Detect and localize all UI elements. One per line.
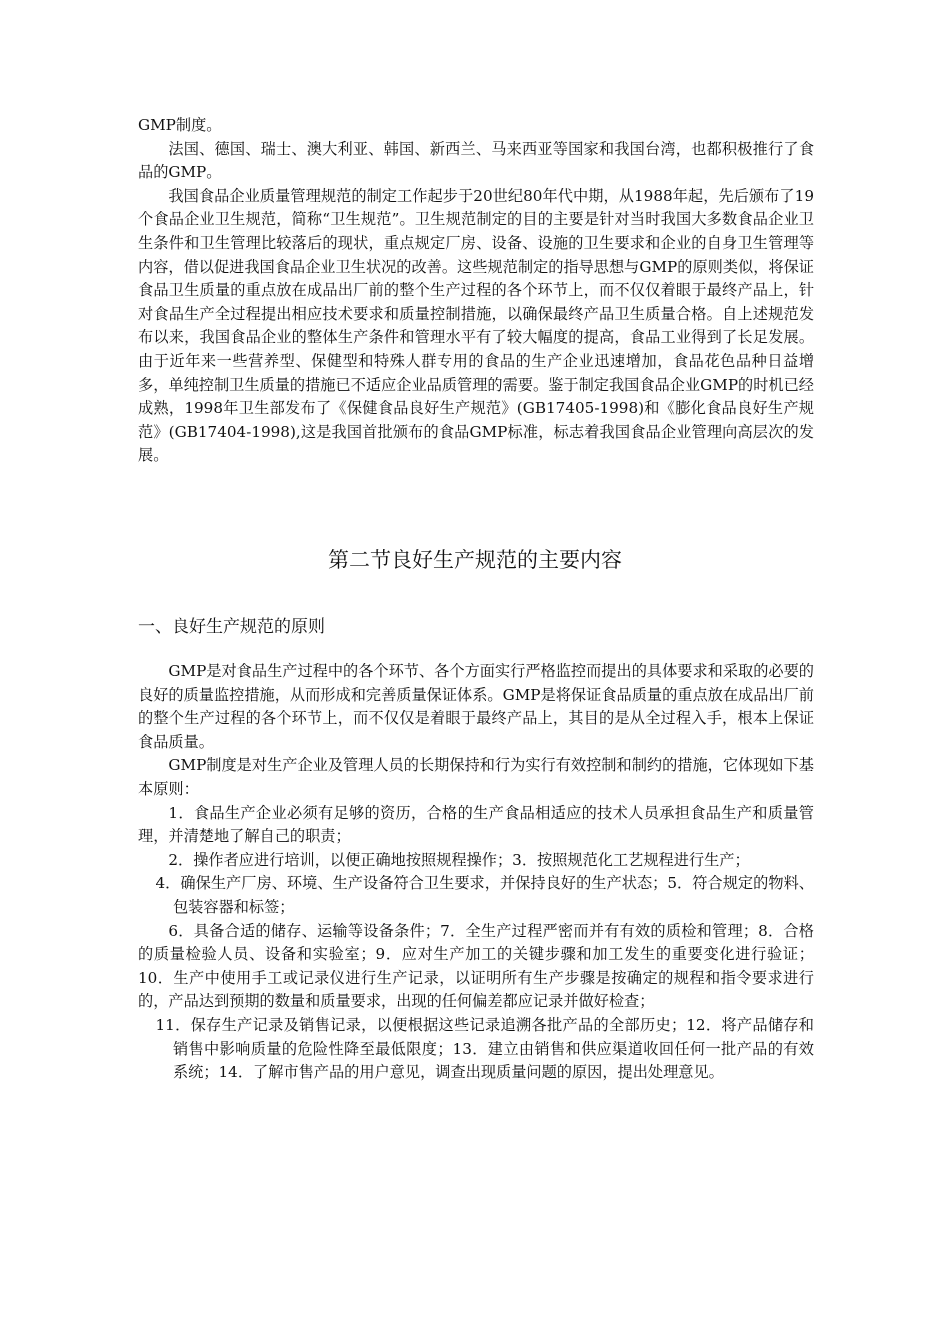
paragraph-gmp-definition: GMP是对食品生产过程中的各个环节、各个方面实行严格监控而提出的具体要求和采取的必要的良好的质量监控措施，从而形成和完善质量保证体系。GMP是将保证食品质量的重点放在成品出厂前的整个生产过程的各个环节上，而不仅仅是着眼于最终产品上，其目的是从全过程入手，根本上保证食品质量。	[138, 662, 814, 751]
list-item-principle-2-3: 2．操作者应进行培训，以便正确地按照规程操作；3．按照规范化工艺规程进行生产；	[168, 850, 750, 869]
paragraph-china-gmp: 我国食品企业质量管理规范的制定工作起步于20世纪80年代中期，从1988年起，先后颁布了19个食品企业卫生规范，简称“卫生规范”。卫生规范制定的目的主要是针对当时我国大多数食品企业卫生条件和卫生管理比较落后的现状，重点规定厂房、设备、设施的卫生要求和企业的自身卫生管理等内容，借以促进我国食品企业卫生状况的改善。这些规范制定的指导思想与GMP的原则类似，将保证食品卫生质量的重点放在成品出厂前的整个生产过程的各个环节上，而不仅仅着眼于最终产品上，针对食品生产全过程提出相应技术要求和质量控制措施，以确保最终产品卫生质量合格。自上述规范发布以来，我国食品企业的整体生产条件和管理水平有了较大幅度的提高，食品工业得到了长足发展。由于近年来一些营养型、保健型和特殊人群专用的食品的生产企业迅速增加，食品花色品种日益增多，单纯控制卫生质量的措施已不适应企业品质管理的需要。鉴于制定我国食品企业GMP的时机已经成熟，1998年卫生部发布了《保健食品良好生产规范》(GB17405-1998)和《膨化食品良好生产规范》(GB17404-1998),这是我国首批颁布的食品GMP标准，标志着我国食品企业管理向高层次的发展。	[138, 186, 814, 465]
section-gmp-history	[138, 114, 814, 468]
paragraph-gmp-principles-intro: GMP制度是对生产企业及管理人员的长期保持和行为实行有效控制和制约的措施，它体现如下基本原则：	[138, 756, 814, 798]
list-item-principle-11-14: 11．保存生产记录及销售记录，以便根据这些记录追溯各批产品的全部历史；12．将产品储存和销售中影响质量的危险性降至最低限度；13．建立由销售和供应渠道收回任何一批产品的有效系统；14．了解市售产品的用户意见，调查出现质量问题的原因，提出处理意见。	[155, 1015, 814, 1082]
section-gmp-principles	[138, 660, 814, 1085]
paragraph-gmp-continued: GMP制度。	[138, 116, 222, 134]
list-item-principle-1: 1．食品生产企业必须有足够的资历，合格的生产食品相适应的技术人员承担食品生产和质量管理，并清楚地了解自己的职责；	[138, 803, 814, 846]
list-item-principle-6-10: 6．具备合适的储存、运输等设备条件；7．全生产过程严密而并有有效的质检和管理；8．合格的质量检验人员、设备和实验室；9．应对生产加工的关键步骤和加工发生的重要变化进行验证；10．生产中使用手工或记录仪进行生产记录，以证明所有生产步骤是按确定的规程和指令要求进行的，产品达到预期的数量和质量要求，出现的任何偏差都应记录并做好检查；	[138, 921, 814, 1011]
subsection-heading: 一、良好生产规范的原则	[138, 617, 325, 637]
list-item-principle-4-5: 4．确保生产厂房、环境、生产设备符合卫生要求，并保持良好的生产状态；5．符合规定的物料、包装容器和标签；	[155, 874, 814, 916]
paragraph-other-countries: 法国、德国、瑞士、澳大利亚、韩国、新西兰、马来西亚等国家和我国台湾，也都积极推行了食品的GMP。	[138, 139, 814, 182]
section-heading: 第二节良好生产规范的主要内容	[328, 548, 622, 572]
